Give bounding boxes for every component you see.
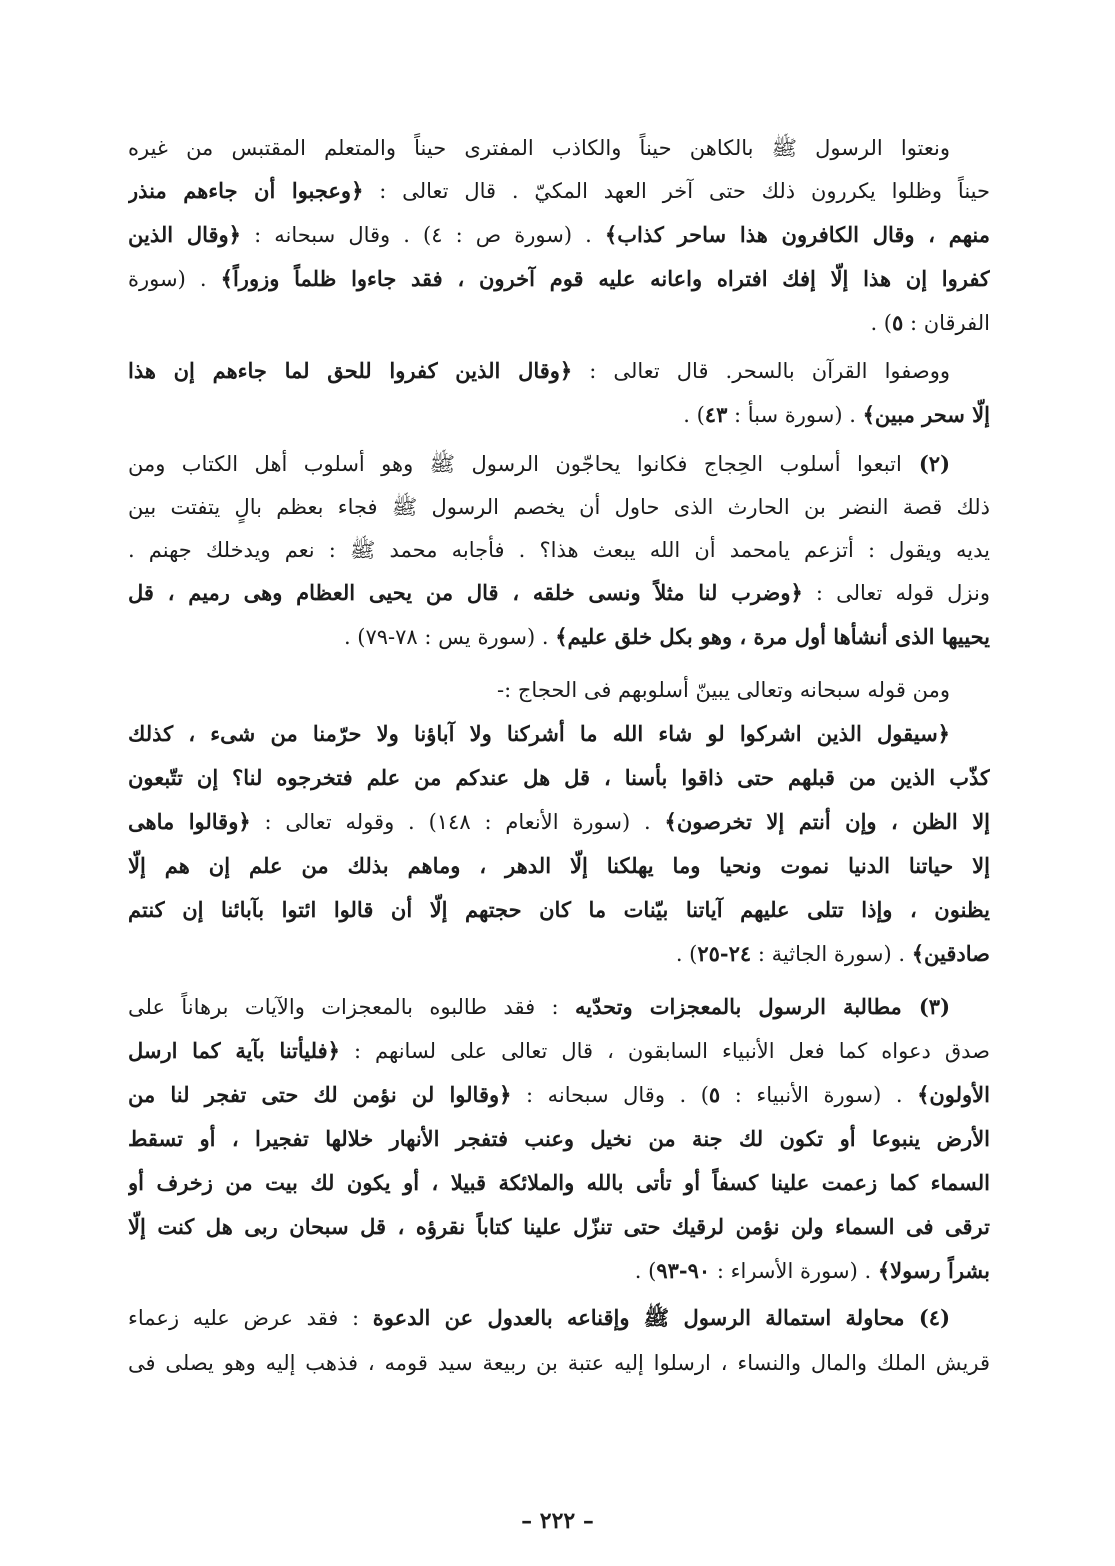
- text-span: ونزل قوله تعالى :: [802, 581, 990, 605]
- text-line: [128, 1252, 990, 1290]
- quran-quote: بشراً رسولا﴾: [877, 1258, 990, 1283]
- text-line: [128, 352, 990, 390]
- quran-quote: الأولون﴾: [917, 1082, 990, 1107]
- quran-quote: إلّا سحر مبين﴾: [862, 402, 990, 427]
- quran-quote: ﴿وضرب لنا مثلاً ونسى خلقه ، قال من يحيى العظام وهى رميم ، قل: [128, 580, 803, 605]
- citation: . (سورة الأنعام : ١٤٨) . وقوله تعالى :: [250, 810, 665, 834]
- text-span: ذلك قصة النضر بن الحارث الذى حاول أن يخصم الرسول ﷺ فجاء بعظم بالٍ يتفتت بين: [128, 495, 990, 519]
- citation: ) .: [675, 942, 698, 966]
- citation: ) . وقال سبحانه :: [511, 1083, 709, 1107]
- text-line: [128, 1299, 990, 1337]
- quran-quote: صادقين﴾: [911, 941, 990, 966]
- text-line: [128, 574, 990, 612]
- text-line: [128, 715, 990, 753]
- quran-quote: يحييها الذى أنشأها أول مرة ، وهو بكل خلق عليم﴾: [555, 624, 990, 649]
- quran-quote: ﴿وعجبوا أن جاءهم منذر: [128, 178, 364, 203]
- quran-quote: ترقى فى السماء ولن نؤمن لرقيك حتى تنزّل علينا كتاباً نقرؤه ، قل سبحان ربى هل كنت إلّا: [128, 1214, 990, 1239]
- verse-number: ٥: [891, 310, 904, 335]
- quran-quote: ﴿سيقول الذين اشركوا لو شاء الله ما أشركنا ولا آباؤنا ولا حرّمنا من شىء ، كذلك: [128, 721, 950, 746]
- text-line: [128, 1076, 990, 1114]
- quran-quote: ﴿وقال الذين كفروا للحق لما جاءهم إن هذا: [128, 358, 573, 383]
- text-line: [128, 1208, 990, 1246]
- text-line: [128, 172, 990, 210]
- quran-quote: منهم ، وقال الكافرون هذا ساحر كذاب﴾: [604, 222, 990, 247]
- text-line: [128, 618, 990, 656]
- text-line: [128, 1164, 990, 1202]
- text-line: [128, 1120, 990, 1158]
- citation: ) .: [683, 403, 705, 427]
- quran-quote: كذّب الذين من قبلهم حتى ذاقوا بأسنا ، قل هل عندكم من علم فتخرجوه لنا؟ إن تتّبعون: [128, 765, 990, 790]
- text-span: : فقد طالبوه بالمعجزات والآيات برهاناً على: [128, 995, 575, 1019]
- text-span: : فقد عرض عليه زعماء: [128, 1306, 373, 1330]
- text-line: [128, 1032, 990, 1070]
- citation: . (سورة يس : ٧٨-٧٩) .: [343, 625, 556, 649]
- citation: . (سورة الجاثية :: [751, 942, 912, 966]
- verse-number: ٤٣: [704, 402, 728, 427]
- text-line: [128, 935, 990, 973]
- quran-quote: إلا حياتنا الدنيا نموت ونحيا وما يهلكنا إلّا الدهر ، وماهم بذلك من علم إن هم إلّا: [128, 853, 990, 878]
- quran-quote: ﴿وقالوا ماهى: [128, 809, 251, 834]
- text-line: [128, 1344, 990, 1382]
- text-line: [128, 759, 990, 797]
- citation: . (سورة ص : ٤) . وقال سبحانه :: [240, 223, 605, 247]
- text-line: [128, 988, 990, 1026]
- text-span: اتبعوا أسلوب الحِجاج فكانوا يحاجّون الرسول ﷺ وهو أسلوب أهل الكتاب ومن: [128, 452, 902, 476]
- text-line: [128, 531, 990, 569]
- quran-quote: السماء كما زعمت علينا كسفاً أو تأتى بالله والملائكة قبيلا ، أو يكون لك بيت من زخرف أو: [128, 1170, 990, 1195]
- citation: الفرقان :: [903, 311, 990, 335]
- text-line: [128, 488, 990, 526]
- citation: ) .: [870, 311, 892, 335]
- quran-quote: إلا الظن ، وإن أنتم إلا تخرصون﴾: [664, 809, 990, 834]
- text-line: [128, 847, 990, 885]
- quran-quote: يظنون ، وإذا تتلى عليهم آياتنا بيّنات ما كان حجتهم إلّا أن قالوا ائتوا بآبائنا إن كنتم: [128, 897, 990, 922]
- page-number: – ٢٢٢ –: [521, 1508, 594, 1534]
- citation: . (سورة سبأ :: [727, 403, 863, 427]
- text-span: ووصفوا القرآن بالسحر. قال تعالى :: [572, 359, 951, 383]
- text-line: [128, 129, 990, 167]
- quran-quote: ﴿وقال الذين: [128, 222, 241, 247]
- citation: . (سورة الأسراء :: [710, 1259, 878, 1283]
- text-span: ونعتوا الرسول ﷺ بالكاهن حيناً والكاذب المفترى حيناً والمتعلم المقتبس من غيره: [128, 136, 950, 160]
- verse-number: ٥: [708, 1082, 721, 1107]
- citation: ) .: [634, 1259, 657, 1283]
- quran-quote: ﴿فليأتنا بآية كما ارسل: [128, 1038, 340, 1063]
- section-heading: (٣) مطالبة الرسول بالمعجزات وتحدّيه: [575, 994, 950, 1019]
- citation: . (سورة: [128, 267, 221, 291]
- citation: . (سورة الأنبياء :: [720, 1083, 918, 1107]
- verse-number: ٢٤-٢٥: [697, 941, 752, 966]
- text-line: [128, 671, 990, 709]
- text-line: [128, 396, 990, 434]
- verse-number: ٩٠-٩٣: [656, 1258, 711, 1283]
- text-line: [128, 445, 990, 483]
- text-span: قريش الملك والمال والنساء ، ارسلوا إليه عتبة بن ربيعة سيد قومه ، فذهب إليه وهو يصلى فى: [128, 1351, 990, 1375]
- text-span: حيناً وظلوا يكررون ذلك حتى آخر العهد المكيّ . قال تعالى :: [363, 179, 990, 203]
- section-number: (٢): [901, 451, 951, 476]
- quran-quote: كفروا إن هذا إلّا إفك افتراه واعانه عليه قوم آخرون ، فقد جاءوا ظلماً وزوراً﴾: [220, 266, 990, 291]
- text-line: [128, 304, 990, 342]
- quran-quote: الأرض ينبوعا أو تكون لك جنة من نخيل وعنب فتفجر الأنهار خلالها تفجيرا ، أو تسقط: [128, 1126, 990, 1151]
- document-page: [128, 108, 990, 1528]
- text-span: ومن قوله سبحانه وتعالى يبينّ أسلوبهم فى الحجاج :-: [497, 678, 950, 702]
- text-span: صدق دعواه كما فعل الأنبياء السابقون ، قال تعالى على لسانهم :: [339, 1039, 990, 1063]
- text-span: يديه ويقول : أتزعم يامحمد أن الله يبعث هذا؟ . فأجابه محمد ﷺ : نعم ويدخلك جهنم .: [128, 538, 990, 562]
- section-heading: (٤) محاولة استمالة الرسول ﷺ وإقناعه بالعدول عن الدعوة: [372, 1305, 950, 1330]
- text-line: [128, 803, 990, 841]
- text-line: [128, 216, 990, 254]
- text-line: [128, 260, 990, 298]
- text-line: [128, 891, 990, 929]
- quran-quote: ﴿وقالوا لن نؤمن لك حتى تفجر لنا من: [128, 1082, 512, 1107]
